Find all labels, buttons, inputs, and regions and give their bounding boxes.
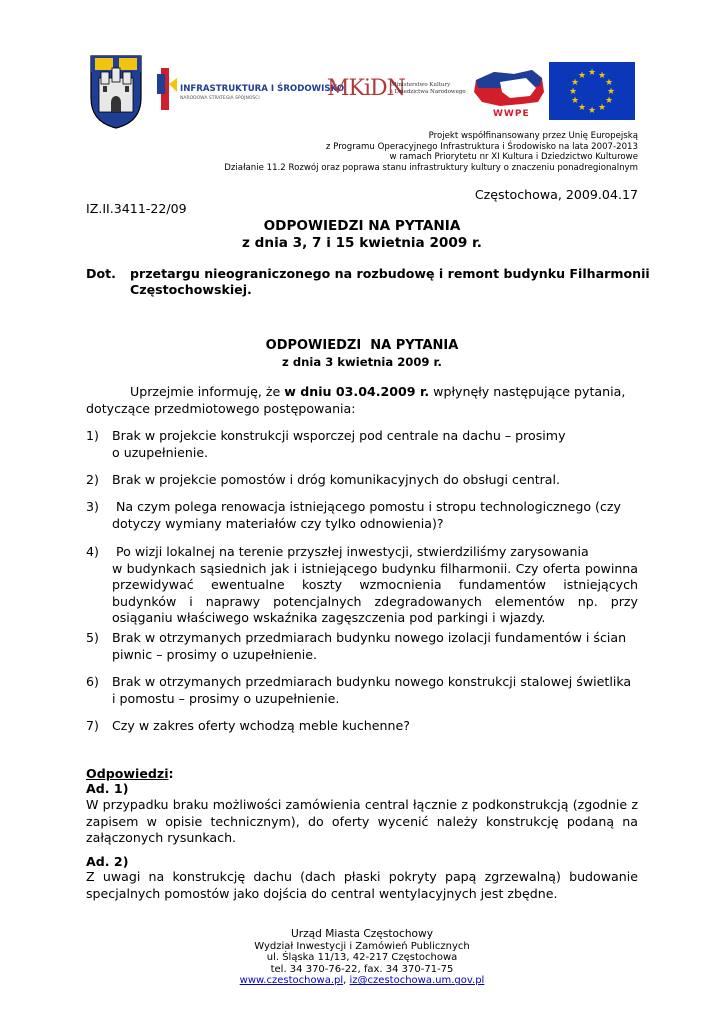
subject-line-2: Częstochowskiej. — [130, 282, 252, 297]
svg-text:★: ★ — [597, 71, 607, 81]
svg-text:★: ★ — [587, 68, 597, 78]
question-text: Czy w zakres oferty wchodzą meble kuchenne? — [112, 718, 410, 733]
question-number: 6) — [86, 674, 99, 689]
reference-number: IZ.II.3411-22/09 — [86, 201, 187, 216]
funding-line-2: z Programu Operacyjnego Infrastruktura i Środowisko na lata 2007-2013 — [325, 141, 638, 152]
mkidn-logo-subtext — [391, 82, 466, 96]
question-text-cont: i pomostu – prosimy o uzupełnienie. — [112, 690, 340, 706]
intro-line-1 — [86, 384, 638, 401]
answer-1-text: W przypadku braku możliwości zamówienia central łącznie z podkonstrukcją (zgodnie z zapisem w opisie technicznym), do oferty wycenić należy konstrukcję podaną na załączonych rysunkach. — [86, 797, 638, 846]
intro-text-c: wpłynęły następujące pytania, — [429, 384, 626, 399]
infrastructure-logo-subtext: NARODOWA STRATEGIA SPÓJNOŚCI — [180, 96, 260, 101]
question-number: 2) — [86, 472, 99, 487]
mkidn-sub-line-1: Ministerstwo Kultury — [391, 82, 451, 88]
svg-text:★: ★ — [587, 106, 597, 116]
question-item — [86, 472, 638, 489]
question-number: 5) — [86, 630, 99, 645]
funding-line-1: Projekt współfinansowany przez Unię Europejską — [428, 131, 638, 141]
footer-link-separator: , — [343, 975, 350, 987]
answers-label: Odpowiedzi — [86, 766, 169, 781]
question-number: 4) — [86, 544, 99, 559]
question-text-cont: dotyczy wymiany materiałów czy tylko odnowienia)? — [112, 515, 444, 531]
question-text: Brak w projekcie pomostów i dróg komunikacyjnych do obsługi central. — [112, 472, 561, 487]
footer-links — [0, 975, 724, 987]
section-subtitle: z dnia 3 kwietnia 2009 r. — [282, 355, 442, 369]
svg-text:★: ★ — [570, 78, 580, 88]
wwpe-logo-text: WWPE — [493, 109, 530, 119]
svg-text:★: ★ — [604, 96, 614, 106]
question-text-cont: w budynkach sąsiednich jak i istniejącego budynku filharmonii. Czy oferta powinna przewidywać ewentualne koszty wzmocnienia fundamentów istniejących budynków i naprawy potencjalnych zdegradowanych elementów np. przy osiąganiu właściwego wskaźnika zagęszczenia pod parkingi i wjazdy. — [112, 560, 638, 626]
place-date: Częstochowa, 2009.04.17 — [474, 187, 638, 202]
funding-line-3: w ramach Priorytetu nr XI Kultura i Dziedzictwo Kulturowe — [389, 152, 638, 163]
question-number: 1) — [86, 428, 99, 443]
svg-text:★: ★ — [606, 87, 616, 97]
funding-statement — [78, 131, 638, 173]
svg-text:★: ★ — [597, 103, 607, 113]
footer-address: ul. Śląska 11/13, 42-217 Częstochowa — [266, 952, 458, 964]
subject-line-1: przetargu nieograniczonego na rozbudowę i remont budynku Filharmonii — [130, 266, 650, 281]
intro-paragraph — [86, 384, 638, 417]
email-link[interactable]: iz@czestochowa.um.gov.pl — [349, 975, 485, 987]
footer — [0, 928, 724, 987]
czestochowa-coat-of-arms-logo — [87, 52, 145, 130]
svg-text:★: ★ — [568, 87, 578, 97]
question-text-cont: o uzupełnienie. — [112, 444, 209, 460]
answer-1-label: Ad. 1) — [86, 781, 129, 796]
question-item — [86, 718, 638, 735]
question-number: 3) — [86, 499, 99, 514]
funding-line-4: Działanie 11.2 Rozwój oraz poprawa stanu infrastruktury kultury o znaczeniu ponadregionalnym — [224, 162, 638, 173]
question-item — [86, 544, 638, 627]
website-link[interactable]: www.czestochowa.pl — [239, 975, 344, 987]
footer-office: Urząd Miasta Częstochowy — [291, 928, 433, 940]
answer-2-text: Z uwagi na konstrukcję dachu (dach płaski pokryty papą zgrzewalną) budowanie specjalnych pomostów jako dojścia do central wentylacyjnych jest zbędne. — [86, 869, 638, 901]
question-number: 7) — [86, 718, 99, 733]
question-text-cont: piwnic – prosimy o uzupełnienie. — [112, 646, 317, 662]
question-text: Brak w projekcie konstrukcji wsporczej pod centrale na dachu – prosimy — [112, 428, 566, 443]
question-item — [86, 499, 638, 532]
mkidn-logo-text: MKiDN — [327, 76, 405, 101]
intro-date: w dniu 03.04.2009 r. — [284, 384, 430, 399]
intro-line-2: dotyczące przedmiotowego postępowania: — [86, 400, 356, 416]
svg-text:★: ★ — [577, 103, 587, 113]
footer-phone: tel. 34 370-76-22, fax. 34 370-71-75 — [270, 963, 454, 975]
question-text: Brak w otrzymanych przedmiarach budynku nowego izolacji fundamentów i ścian — [112, 630, 627, 645]
logo-row — [85, 52, 645, 132]
eu-flag-logo — [549, 62, 635, 120]
svg-text:★: ★ — [570, 96, 580, 106]
question-item — [86, 630, 638, 663]
svg-text:★: ★ — [577, 71, 587, 81]
infrastructure-emblem-icon — [157, 68, 177, 110]
svg-text:★: ★ — [604, 78, 614, 88]
question-item — [86, 428, 638, 461]
answer-2-label: Ad. 2) — [86, 854, 129, 869]
question-text: Na czym polega renowacja istniejącego pomostu i stropu technologicznego (czy — [116, 499, 621, 514]
question-text: Brak w otrzymanych przedmiarach budynku nowego konstrukcji stalowej świetlika — [112, 674, 632, 689]
mkidn-sub-line-2: i Dziedzictwa Narodowego — [391, 89, 466, 95]
subject-label: Dot. — [86, 266, 116, 281]
main-title: ODPOWIEDZI NA PYTANIA — [263, 218, 461, 234]
answers-colon: : — [168, 766, 174, 781]
section-title: ODPOWIEDZI NA PYTANIA — [265, 338, 459, 353]
main-title-dates: z dnia 3, 7 i 15 kwietnia 2009 r. — [242, 235, 482, 251]
question-item — [86, 674, 638, 707]
intro-text-a: Uprzejmie informuję, że — [130, 384, 285, 399]
footer-department: Wydział Inwestycji i Zamówień Publicznych — [254, 940, 470, 952]
question-text: Po wizji lokalnej na terenie przyszłej inwestycji, stwierdziliśmy zarysowania — [116, 544, 589, 559]
infrastructure-logo-text: INFRASTRUKTURA I ŚRODOWISKO — [180, 84, 345, 94]
